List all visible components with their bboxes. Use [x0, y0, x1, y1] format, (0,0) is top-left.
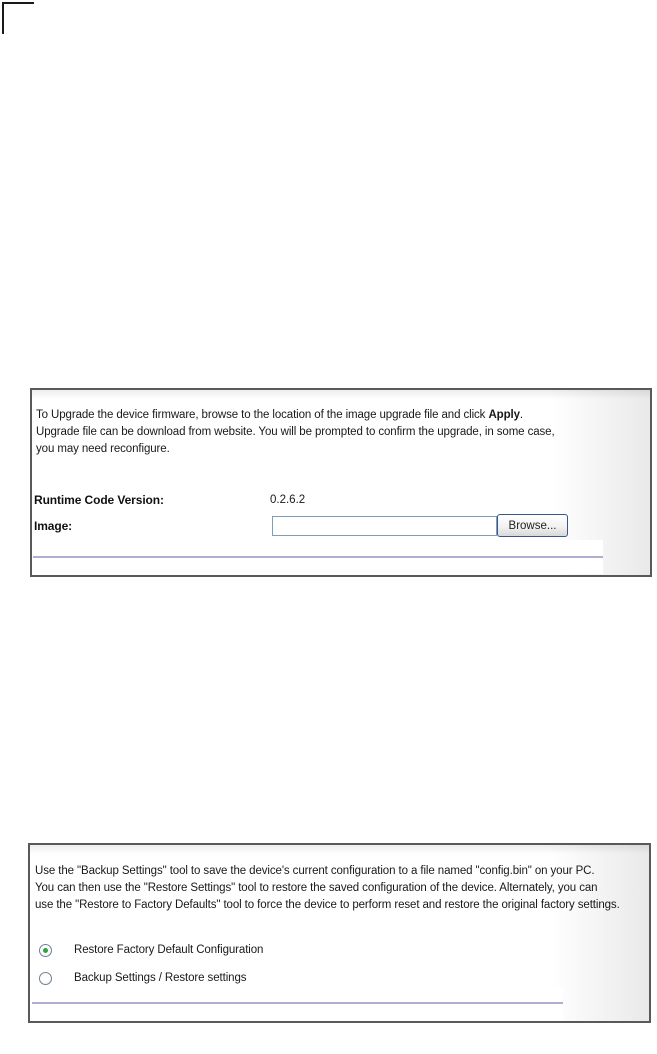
- firmware-description-line1-end: .: [519, 409, 523, 421]
- firmware-description-line1: To Upgrade the device firmware, browse to the location of the image upgrade file and click: [36, 409, 489, 421]
- firmware-description-line3: you may need reconfigure.: [36, 443, 170, 455]
- runtime-code-version-label: Runtime Code Version:: [34, 493, 164, 507]
- radio-option-label: Restore Factory Default Configuration: [74, 944, 264, 956]
- divider-line: [32, 1002, 563, 1004]
- runtime-code-version-value: 0.2.6.2: [270, 494, 306, 506]
- radio-option-restore-factory-defaults[interactable]: [39, 942, 263, 958]
- page-corner-crop-mark-icon: [2, 2, 34, 34]
- image-file-input[interactable]: [272, 516, 497, 536]
- divider-line: [33, 556, 603, 558]
- backup-description: [35, 863, 620, 914]
- backup-restore-panel: [28, 843, 651, 1023]
- firmware-upgrade-panel: [30, 388, 652, 577]
- radio-button-icon[interactable]: [39, 944, 52, 957]
- radio-option-backup-restore-settings[interactable]: [39, 970, 246, 986]
- image-field-label: Image:: [34, 519, 73, 533]
- browse-button[interactable]: Browse...: [497, 514, 568, 537]
- radio-button-icon[interactable]: [39, 972, 52, 985]
- backup-description-line2: You can then use the "Restore Settings" tool to restore the saved configuration of the device. Alternately, you can: [35, 882, 598, 894]
- radio-selected-dot-icon: [43, 948, 48, 953]
- radio-option-label: Backup Settings / Restore settings: [74, 972, 247, 984]
- firmware-description-line2: Upgrade file can be download from website. You will be prompted to confirm the upgrade, in some case,: [36, 426, 555, 438]
- backup-description-line1: Use the "Backup Settings" tool to save the device's current configuration to a file named "config.bin" on your PC.: [35, 865, 595, 877]
- divider-strip: [33, 540, 603, 574]
- backup-description-line3: use the "Restore to Factory Defaults" tool to force the device to perform reset and restore the original factory settings.: [35, 899, 620, 911]
- firmware-description: [36, 407, 555, 458]
- apply-keyword: Apply: [488, 409, 520, 421]
- divider-strip: [32, 986, 563, 1020]
